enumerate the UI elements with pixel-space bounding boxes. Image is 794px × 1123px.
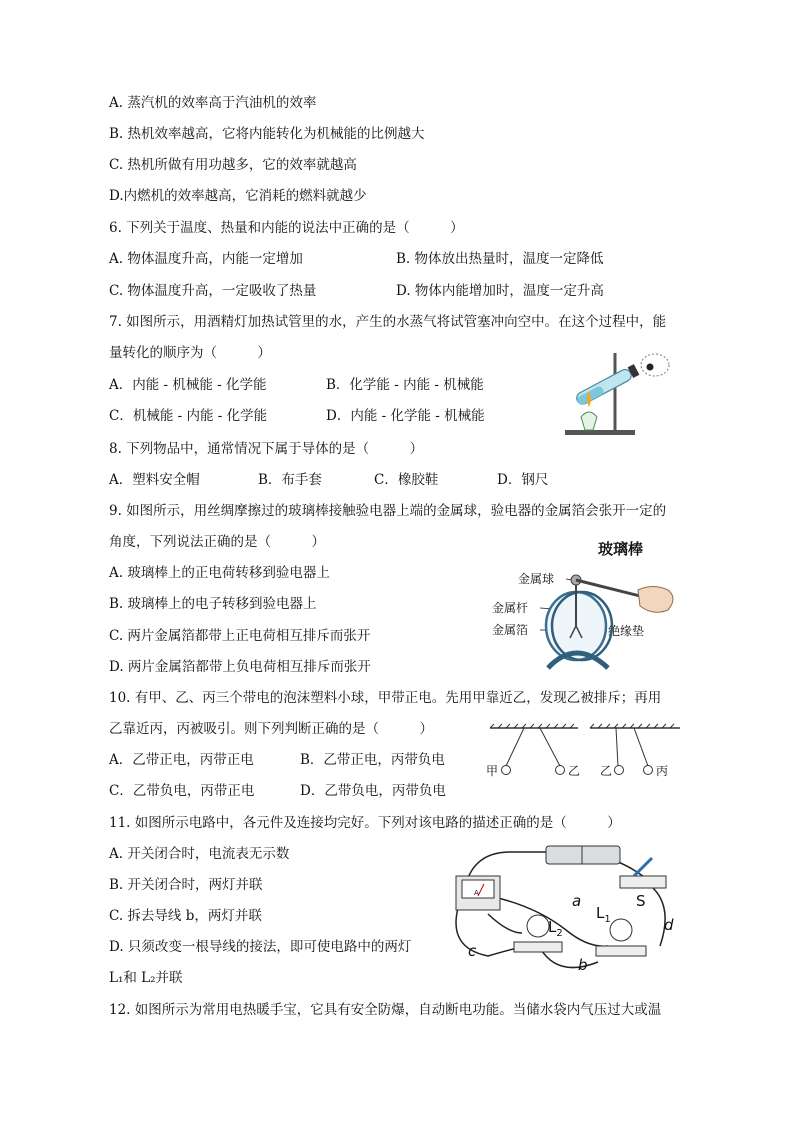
label-bing: 丙 — [656, 764, 669, 778]
q6-stem: 6. 下列关于温度、热量和内能的说法中正确的是（ ） — [109, 220, 464, 236]
q10-option-b: B．乙带正电，丙带负电 — [300, 752, 445, 768]
q9-option-d: D. 两片金属箔都带上负电荷相互排斥而张开 — [109, 659, 371, 675]
q5-option-a: A. 蒸汽机的效率高于汽油机的效率 — [109, 95, 317, 111]
q7-option-a: A．内能 - 机械能 - 化学能 — [109, 377, 267, 393]
q7-stem-line1: 7. 如图所示，用酒精灯加热试管里的水，产生的水蒸气将试管塞冲向空中。在这个过程中，能 — [109, 314, 667, 330]
lamp-l2-base — [514, 942, 562, 952]
alcohol-lamp — [581, 412, 597, 430]
q8-option-c: C．橡胶鞋 — [374, 472, 439, 488]
ball-jia — [502, 766, 511, 775]
wire-d-label: d — [664, 916, 674, 934]
label-insulating-pad: 绝缘垫 — [608, 624, 645, 638]
q11-option-d: D. 只须改变一根导线的接法，即可使电路中的两灯 — [109, 939, 412, 955]
q8-option-a: A．塑料安全帽 — [109, 472, 200, 488]
q8-option-b: B．布手套 — [258, 472, 322, 488]
q7-option-b: B．化学能 - 内能 - 机械能 — [326, 377, 484, 393]
lamp-l2 — [527, 915, 549, 937]
flying-stopper — [647, 364, 654, 371]
q10-option-c: C．乙带负电，丙带正电 — [109, 783, 255, 799]
switch-label: S — [636, 892, 646, 910]
ball-yi-left — [556, 766, 565, 775]
q5-option-d: D.内燃机的效率越高，它消耗的燃料就越少 — [109, 188, 367, 204]
stand-base — [565, 430, 635, 435]
wire-c — [456, 908, 518, 956]
switch-lever — [634, 858, 652, 876]
battery — [546, 846, 620, 864]
wire-a-label: a — [572, 892, 582, 910]
ball-bing — [644, 766, 653, 775]
lamp-l1-label: $L_1$ — [596, 904, 611, 925]
hand — [638, 587, 673, 613]
q10-stem-line1: 10. 有甲、乙、丙三个带电的泡沫塑料小球，甲带正电。先用甲靠近乙，发现乙被排斥；再用 — [109, 690, 662, 706]
q9-option-c: C. 两片金属箔都带上正电荷相互排斥而张开 — [109, 628, 371, 644]
q10-option-a: A．乙带正电，丙带正电 — [109, 752, 254, 768]
test-tube — [575, 364, 640, 406]
wire-b-label: b — [578, 956, 588, 974]
q5-option-c: C. 热机所做有用功越多，它的效率就越高 — [109, 157, 357, 173]
label-yi-left: 乙 — [568, 764, 581, 778]
q12-stem: 12. 如图所示为常用电热暖手宝，它具有安全防爆，自动断电功能。当储水袋内气压过大或温 — [109, 1002, 662, 1018]
q5-option-b: B. 热机效率越高，它将内能转化为机械能的比例越大 — [109, 126, 425, 142]
switch-base — [620, 876, 666, 888]
q11-option-b: B. 开关闭合时，两灯并联 — [109, 877, 263, 893]
q6-option-d: D. 物体内能增加时，温度一定升高 — [396, 283, 604, 299]
q11-option-d-cont: L₁和 L₂并联 — [109, 970, 183, 986]
q8-stem: 8. 下列物品中，通常情况下属于导体的是（ ） — [109, 441, 424, 457]
q10-stem-line2: 乙靠近丙，丙被吸引。则下列判断正确的是（ ） — [109, 721, 433, 737]
q7-option-d: D．内能 - 化学能 - 机械能 — [326, 408, 485, 424]
q7-option-c: C．机械能 - 内能 - 化学能 — [109, 408, 268, 424]
q7-stem-line2: 量转化的顺序为（ ） — [109, 345, 271, 361]
lamp-l1 — [610, 919, 632, 941]
q11-stem: 11. 如图所示电路中，各元件及连接均完好。下列对该电路的描述正确的是（ ） — [109, 815, 621, 831]
q9-option-b: B. 玻璃棒上的电子转移到验电器上 — [109, 596, 317, 612]
ball-yi-right — [615, 766, 624, 775]
q6-option-a: A. 物体温度升高，内能一定增加 — [109, 251, 303, 267]
circuit-figure — [448, 838, 688, 983]
ammeter-label: A — [474, 889, 479, 897]
q9-stem-line1: 9. 如图所示，用丝绸摩擦过的玻璃棒接触验电器上端的金属球，验电器的金属箔会张开一定的 — [109, 503, 667, 519]
lamp-l2-label: $L_2$ — [548, 918, 563, 939]
lamp-l1-base — [596, 946, 646, 956]
label-jia: 甲 — [486, 764, 499, 778]
electroscope-figure — [488, 538, 690, 670]
label-metal-foil: 金属箔 — [492, 623, 529, 637]
q10-option-d: D．乙带负电，丙带负电 — [300, 783, 446, 799]
label-metal-stem: 金属杆 — [492, 601, 529, 615]
q6-option-c: C. 物体温度升高，一定吸收了热量 — [109, 283, 317, 299]
label-yi-right: 乙 — [600, 764, 613, 778]
q9-stem-line2: 角度，下列说法正确的是（ ） — [109, 534, 325, 550]
test-tube-heating-figure — [555, 345, 685, 440]
charged-balls-figure — [484, 722, 690, 784]
label-glass-rod: 玻璃棒 — [598, 540, 644, 558]
vapor-cloud — [641, 354, 669, 376]
q11-option-a: A. 开关闭合时，电流表无示数 — [109, 846, 290, 862]
q9-option-a: A. 玻璃棒上的正电荷转移到验电器上 — [109, 565, 330, 581]
q11-option-c: C. 拆去导线 b，两灯并联 — [109, 908, 262, 924]
wire-c-label: c — [468, 942, 477, 960]
label-metal-ball: 金属球 — [518, 572, 555, 586]
q6-option-b: B. 物体放出热量时，温度一定降低 — [396, 251, 604, 267]
q8-option-d: D．钢尺 — [497, 472, 549, 488]
